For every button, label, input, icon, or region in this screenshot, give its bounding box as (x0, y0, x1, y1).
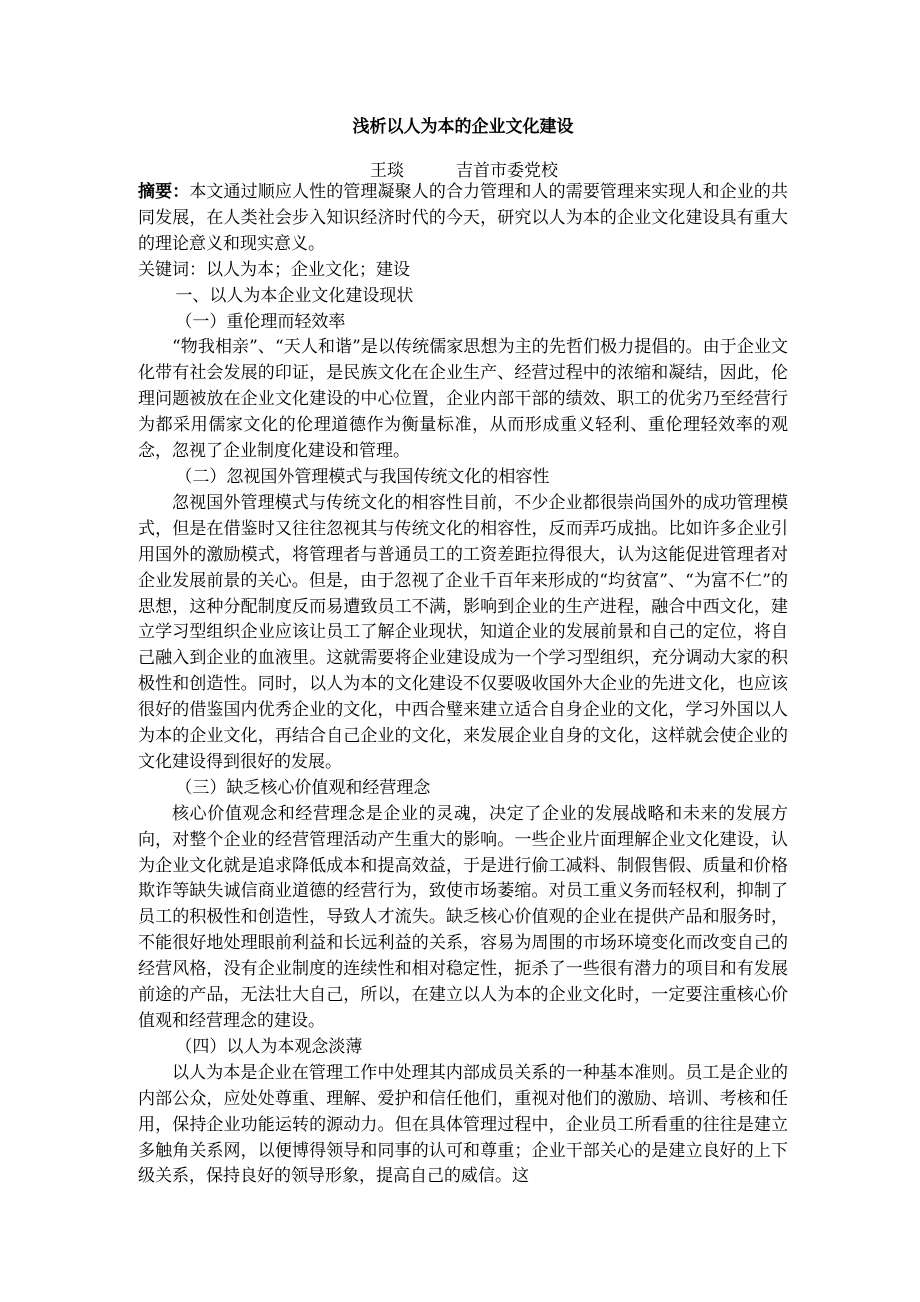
abstract-text: 本文通过顺应人性的管理凝聚人的合力管理和人的需要管理来实现人和企业的共同发展，在人类社会步入知识经济时代的今天，研究以人为本的企业文化建设具有重大的理论意义和现实意义。 (138, 182, 789, 254)
abstract-label: 摘要： (138, 182, 190, 202)
subsection-heading-3: （三）缺乏核心价值观和经营理念 (175, 777, 431, 798)
author-name: 王琰 (370, 161, 404, 181)
abstract (138, 180, 788, 258)
document-body (138, 180, 788, 1190)
subsection-paragraph-1: “物我相亲”、“天人和谐”是以传统儒家思想为主的先哲们极力提倡的。由于企业文化带有社会发展的印证，是民族文化在企业生产、经营过程中的浓缩和凝结，因此，伦理问题被放在企业文化建设的中心位置，企业内部干部的绩效、职工的优劣乃至经营行为都采用儒家文化的伦理道德作为衡量标准，从而形成重义轻利、重伦理轻效率的观念，忽视了企业制度化建设和管理。 (138, 337, 788, 462)
section-heading-1: 一、以人为本企业文化建设现状 (175, 285, 414, 306)
subsection-paragraph-3: 核心价值观念和经营理念是企业的灵魂，决定了企业的发展战略和未来的发展方向，对整个企业的经营管理活动产生重大的影响。一些企业片面理解企业文化建设，认为企业文化就是追求降低成本和提高效益，于是进行偷工减料、制假售假、质量和价格欺诈等缺失诚信商业道德的经营行为，致使市场萎缩。对员工重义务而轻权利，抑制了员工的积极性和创造性，导致人才流失。缺乏核心价值观的企业在提供产品和服务时，不能很好地处理眼前利益和长远利益的关系，容易为周围的市场环境变化而改变自己的经营风格，没有企业制度的连续性和相对稳定性，扼杀了一些很有潜力的项目和有发展前途的产品，无法壮大自己，所以，在建立以人为本的企业文化时，一定要注重核心价值观和经营理念的建设。 (138, 803, 788, 1031)
keywords: 关键词：以人为本；企业文化；建设 (138, 259, 410, 280)
subsection-paragraph-4: 以人为本是企业在管理工作中处理其内部成员关系的一种基本准则。员工是企业的内部公众，应处处尊重、理解、爱护和信任他们，重视对他们的激励、培训、考核和任用，保持企业功能运转的源动力。但在具体管理过程中，企业员工所看重的往往是建立多触角关系网，以便博得领导和同事的认可和尊重；企业干部关心的是建立良好的上下级关系，保持良好的领导形象，提高自己的威信。这 (138, 1062, 788, 1187)
subsection-paragraph-2: 忽视国外管理模式与传统文化的相容性目前，不少企业都很崇尚国外的成功管理模式，但是在借鉴时又往往忽视其与传统文化的相容性，反而弄巧成拙。比如许多企业引用国外的激励模式，将管理者与普通员工的工资差距拉得很大，认为这能促进管理者对企业发展前景的关心。但是，由于忽视了企业千百年来形成的“均贫富”、“为富不仁”的思想，这种分配制度反而易遭致员工不满，影响到企业的生产进程，融合中西文化，建立学习型组织企业应该让员工了解企业现状，知道企业的发展前景和自己的定位，将自己融入到企业的血液里。这就需要将企业建设成为一个学习型组织，充分调动大家的积极性和创造性。同时，以人为本的文化建设不仅要吸收国外大企业的先进文化，也应该很好的借鉴国内优秀企业的文化，中西合璧来建立适合自身企业的文化，学习外国以人为本的企业文化，再结合自己企业的文化，来发展企业自身的文化，这样就会使企业的文化建设得到很好的发展。 (138, 492, 788, 772)
subsection-heading-4: （四）以人为本观念淡薄 (175, 1036, 363, 1057)
author-organization: 吉首市委党校 (456, 161, 558, 181)
subsection-heading-1: （一）重伦理而轻效率 (175, 311, 346, 332)
subsection-heading-2: （二）忽视国外管理模式与我国传统文化的相容性 (175, 466, 550, 487)
document-title: 浅析以人为本的企业文化建设 (352, 117, 574, 137)
